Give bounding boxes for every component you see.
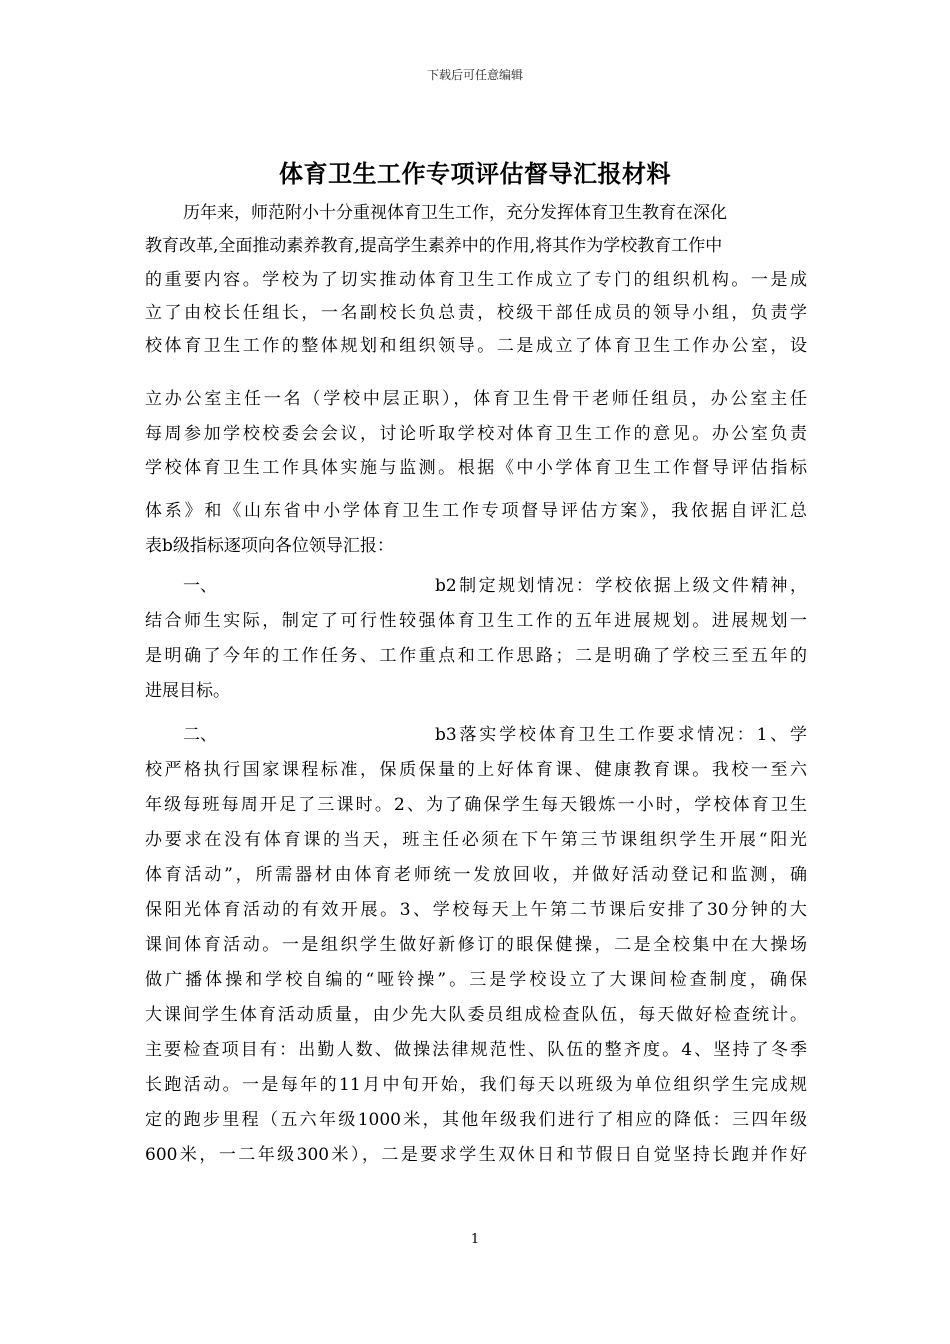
paragraph-line: 立办公室主任一名（学校中层正职），体育卫生骨干老师任组员，办公室主任	[145, 389, 807, 409]
paragraph-line: 体育活动”，所需器材由体育老师统一发放回收，并做好活动登记和监测，确	[145, 865, 807, 885]
paragraph-line: 结合师生实际，制定了可行性较强体育卫生工作的五年进展规划。进展规划一	[145, 611, 807, 631]
section-heading	[183, 725, 807, 745]
paragraph-line: 长跑活动。一是每年的11月中旬开始，我们每天以班级为单位组织学生完成规	[145, 1075, 807, 1095]
paragraph-line: 立了由校长任组长，一名副校长负总责，校级干部任成员的领导小组，负责学	[145, 303, 807, 323]
paragraph-line: 是明确了今年的工作任务、工作重点和工作思路；二是明确了学校三至五年的	[145, 646, 807, 666]
paragraph-line: 年级每班每周开足了三课时。2、为了确保学生每天锻炼一小时，学校体育卫生	[145, 795, 807, 815]
paragraph-line: 教育改革,全面推动素养教育,提高学生素养中的作用,将其作为学校教育工作中	[145, 236, 723, 256]
document-title: 体育卫生工作专项评估督导汇报材料	[279, 160, 671, 188]
paragraph-line: 保阳光体育活动的有效开展。3、学校每天上午第二节课后安排了30分钟的大	[145, 900, 807, 920]
paragraph-line: 体系》和《山东省中小学体育卫生工作专项督导评估方案》，我依据自评汇总	[145, 501, 807, 521]
paragraph-line: 600米，一二年级300米），二是要求学生双休日和节假日自觉坚持长跑并作好	[145, 1145, 807, 1165]
section-marker: 一、	[183, 576, 217, 596]
paragraph-line: 办要求在没有体育课的当天，班主任必须在下午第三节课组织学生开展“阳光	[145, 830, 807, 850]
paragraph-line: 表b级指标逐项向各位领导汇报：	[145, 536, 394, 556]
paragraph-line: 大课间学生体育活动质量，由少先大队委员组成检查队伍，每天做好检查统计。	[145, 1005, 807, 1025]
paragraph-line: 进展目标。	[145, 681, 230, 701]
page-number: 1	[470, 1232, 480, 1247]
paragraph-line: 课间体育活动。一是组织学生做好新修订的眼保健操，二是全校集中在大操场	[145, 935, 807, 955]
paragraph-line: 每周参加学校校委会会议，讨论听取学校对体育卫生工作的意见。办公室负责	[145, 424, 807, 444]
section-heading	[183, 576, 807, 596]
paragraph-line: 的重要内容。学校为了切实推动体育卫生工作成立了专门的组织机构。一是成	[145, 270, 807, 290]
header-note: 下载后可任意编辑	[426, 68, 523, 82]
section-text: b2制定规划情况：学校依据上级文件精神，	[435, 576, 807, 596]
paragraph-line: 校体育卫生工作的整体规划和组织领导。二是成立了体育卫生工作办公室，设	[145, 336, 807, 356]
section-marker: 二、	[183, 725, 217, 745]
paragraph-line: 校严格执行国家课程标准，保质保量的上好体育课、健康教育课。我校一至六	[145, 760, 807, 780]
paragraph-line: 历年来，师范附小十分重视体育卫生工作，充分发挥体育卫生教育在深化	[183, 203, 727, 223]
paragraph-line: 主要检查项目有：出勤人数、做操法律规范性、队伍的整齐度。4、坚持了冬季	[145, 1040, 807, 1060]
paragraph-line: 做广播体操和学校自编的“哑铃操”。三是学校设立了大课间检查制度，确保	[145, 970, 807, 990]
paragraph-line: 定的跑步里程（五六年级1000米，其他年级我们进行了相应的降低：三四年级	[145, 1110, 807, 1130]
section-text: b3落实学校体育卫生工作要求情况：1、学	[435, 725, 807, 745]
paragraph-line: 学校体育卫生工作具体实施与监测。根据《中小学体育卫生工作督导评估指标	[145, 458, 807, 478]
